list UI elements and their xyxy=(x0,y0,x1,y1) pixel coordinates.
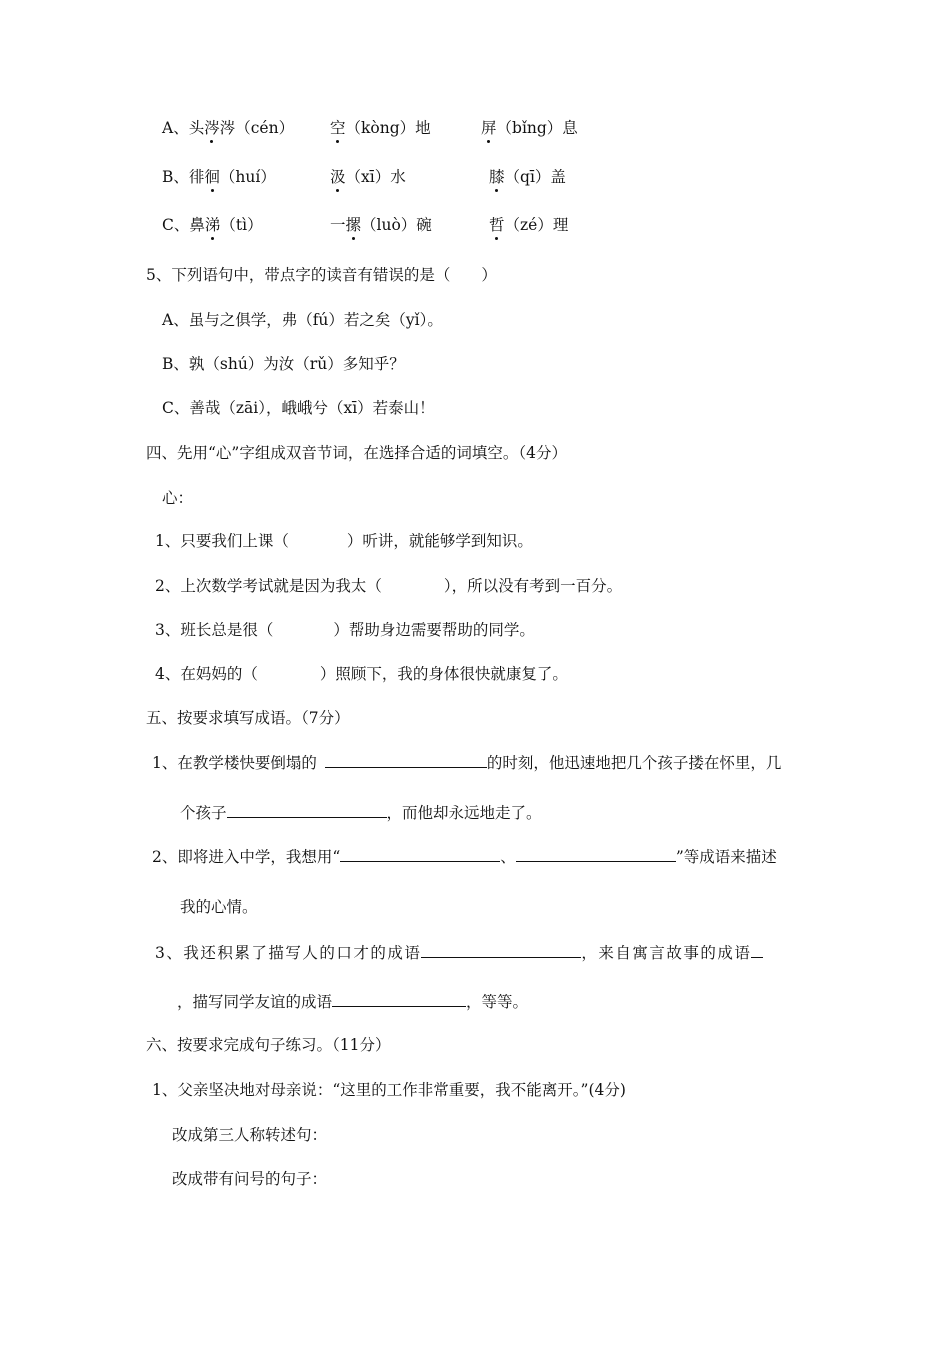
q4-option-b-word3: 膝（qī）盖 xyxy=(489,168,566,186)
q4-option-a: A、头涔涔（cén） xyxy=(162,119,295,137)
section-4-item-1: 1、只要我们上课（ ）听讲，就能够学到知识。 xyxy=(155,532,533,550)
answer-blank[interactable] xyxy=(421,942,581,958)
q5-option-a: A、虽与之俱学，弗（fú）若之矣（yǐ）。 xyxy=(162,311,443,329)
dotted-char: 摞 xyxy=(345,216,362,234)
answer-blank[interactable] xyxy=(332,991,466,1007)
dotted-char: 空 xyxy=(330,119,346,137)
q4-option-a-word3: 屏（bǐng）息 xyxy=(481,119,578,137)
dotted-char: 徊 xyxy=(204,168,220,186)
section-6-item-1: 1、父亲坚决地对母亲说：“这里的工作非常重要，我不能离开。”(4分) xyxy=(152,1081,626,1099)
q5-title: 5、下列语句中，带点字的读音有错误的是（ ） xyxy=(146,266,497,284)
section-5-item-1: 1、在教学楼快要倒塌的 的时刻，他迅速地把几个孩子搂在怀里，几 xyxy=(152,754,782,772)
answer-blank[interactable] xyxy=(340,846,500,862)
q5-option-c: C、善哉（zāi），峨峨兮（xī）若泰山！ xyxy=(162,399,435,417)
dotted-char: 涔 xyxy=(204,119,220,137)
section-4-item-3: 3、班长总是很（ ）帮助身边需要帮助的同学。 xyxy=(155,621,535,639)
q5-option-b: B、孰（shú）为汝（rǔ）多知乎？ xyxy=(162,355,405,373)
q4-option-c-word2: 一摞（luò）碗 xyxy=(330,216,432,234)
section-5-item-1-cont: 个孩子 ，而他却永远地走了。 xyxy=(180,804,542,822)
answer-blank[interactable] xyxy=(325,752,487,768)
section-4-char: 心： xyxy=(162,489,194,507)
dotted-char: 屏 xyxy=(481,119,497,137)
section-6-title: 六、按要求完成句子练习。（11分） xyxy=(146,1036,391,1054)
answer-blank[interactable] xyxy=(227,802,387,818)
section-4-title: 四、先用“心”字组成双音节词，在选择合适的词填空。（4分） xyxy=(146,444,567,462)
section-5-title: 五、按要求填写成语。（7分） xyxy=(146,709,350,727)
section-4-item-2: 2、上次数学考试就是因为我太（ ），所以没有考到一百分。 xyxy=(155,577,623,595)
dotted-char: 膝 xyxy=(489,168,505,186)
dotted-char: 哲 xyxy=(489,216,505,234)
answer-blank[interactable] xyxy=(751,942,763,958)
answer-blank[interactable] xyxy=(516,846,676,862)
dotted-char: 汲 xyxy=(330,168,346,186)
q4-option-b: B、徘徊（huí） xyxy=(162,168,276,186)
q4-option-c: C、鼻涕（tì） xyxy=(162,216,263,234)
q4-option-c-word3: 哲（zé）理 xyxy=(489,216,569,234)
section-5-item-2: 2、即将进入中学，我想用“ 、 ”等成语来描述 xyxy=(152,848,777,866)
section-5-item-3: 3、我还积累了描写人的口才的成语 ，来自寓言故事的成语 xyxy=(155,942,763,963)
section-5-item-2-cont: 我的心情。 xyxy=(180,898,258,916)
section-6-sub-2: 改成带有问号的句子： xyxy=(172,1170,328,1188)
dotted-char: 涕 xyxy=(204,216,221,234)
q4-option-a-word2: 空（kòng）地 xyxy=(330,119,431,137)
q4-option-b-word2: 汲（xī）水 xyxy=(330,168,406,186)
section-4-item-4: 4、在妈妈的（ ）照顾下，我的身体很快就康复了。 xyxy=(155,665,568,683)
section-6-sub-1: 改成第三人称转述句： xyxy=(172,1126,328,1144)
section-5-item-3-cont: ，描写同学友谊的成语 ，等等。 xyxy=(177,993,529,1011)
